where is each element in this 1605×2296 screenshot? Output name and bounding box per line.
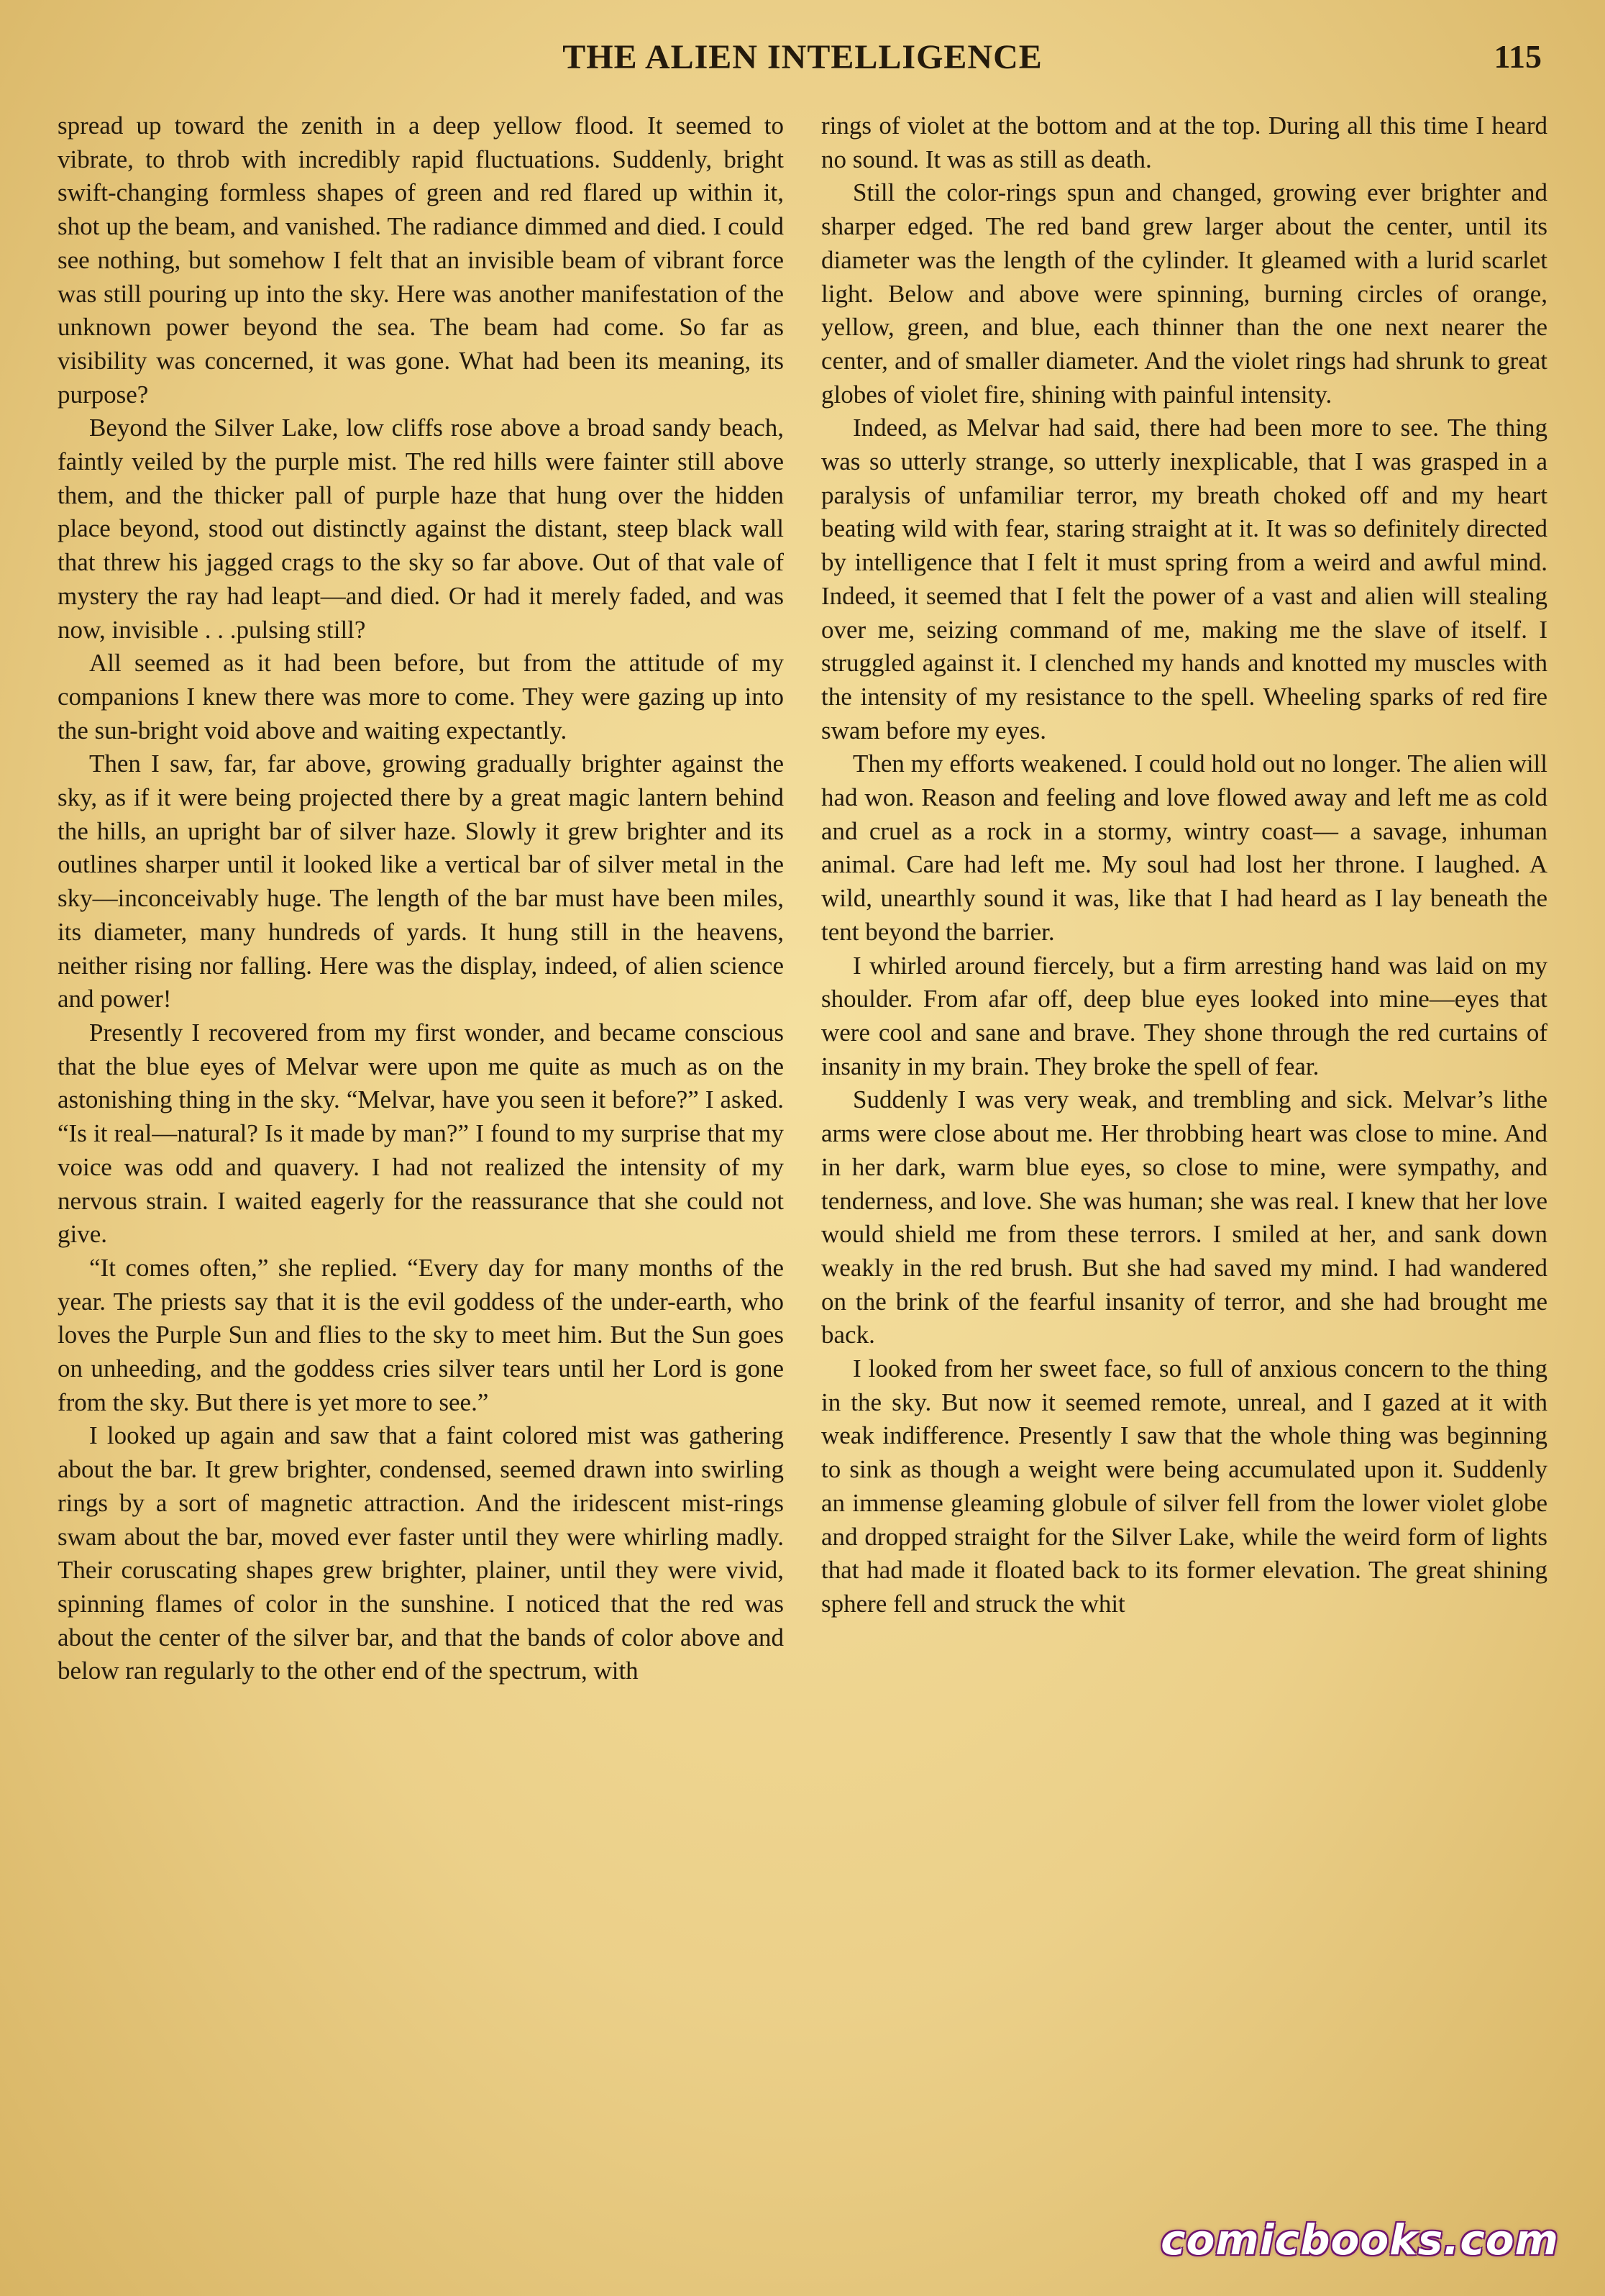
- paragraph: I looked from her sweet face, so full of anxious concern to the thing in the sky. But now it seemed remote, unreal, and I gazed at it with weak indifference. Presently I saw that the whole thing was beginning to sink as though a weight were being accumulated upon it. Suddenly an immense gleaming globule of silver fell from the lower violet globe and dropped straight for the Silver Lake, while the weird form of lights that had made it floated back to its former elevation. The great shining sphere fell and struck the whit: [821, 1354, 1547, 1618]
- right-column: [821, 109, 1547, 2231]
- paragraph: Suddenly I was very weak, and trembling and sick. Melvar’s lithe arms were close about me. Her throbbing heart was close to mine. And in her dark, warm blue eyes, so close to mine, were sympathy, and tenderness, and love. She was human; she was real. I knew that her love would shield me from these terrors. I smiled at her, and sank down weakly in the red brush. But she had saved my mind. I had wandered on the brink of the fearful insanity of terror, and she had brought me back.: [821, 1085, 1547, 1349]
- text-columns: [58, 109, 1547, 2231]
- paragraph: I looked up again and saw that a faint colored mist was gathering about the bar. It grew brighter, condensed, seemed drawn into swirling rings by a sort of magnetic attraction. And the iridescent mist-rings swam about the bar, moved ever faster until they were whirling madly. Their coruscating shapes grew brighter, plainer, until they were vivid, spinning flames of color in the sunshine. I noticed that the red was about the center of the silver bar, and that the bands of color above and below ran regularly to the other end of the spectrum, with: [58, 1421, 784, 1685]
- watermark-logo: comicbooks.com: [1161, 2215, 1559, 2264]
- paragraph: Then my efforts weakened. I could hold out no longer. The alien will had won. Reason and feeling and love flowed away and left me as cold and cruel as a rock in a stormy, wintry coast— a savage, inhuman animal. Care had left me. My soul had lost her throne. I laughed. A wild, unearthly sound it was, like that I had heard as I lay beneath the tent beyond the barrier.: [821, 750, 1547, 946]
- paragraph: I whirled around fiercely, but a firm arresting hand was laid on my shoulder. From afar off, deep blue eyes looked into mine—eyes that were cool and sane and brave. They shone through the red curtains of insanity in my brain. They broke the spell of fear.: [821, 951, 1547, 1080]
- paragraph: rings of violet at the bottom and at the top. During all this time I heard no sound. It was as still as death.: [821, 111, 1547, 173]
- paragraph: Still the color-rings spun and changed, growing ever brighter and sharper edged. The red band grew larger about the center, until its diameter was the length of the cylinder. It gleamed with a lurid scarlet light. Below and above were spinning, burning circles of orange, yellow, green, and blue, each thinner than the one next nearer the center, and of smaller diameter. And the violet rings had shrunk to great globes of violet fire, shining with painful intensity.: [821, 178, 1547, 409]
- paragraph: Beyond the Silver Lake, low cliffs rose above a broad sandy beach, faintly veiled by the purple mist. The red hills were fainter still above them, and the thicker pall of purple haze that hung over the hidden place beyond, stood out distinctly against the distant, steep black wall that threw his jagged crags to the sky so far above. Out of that vale of mystery the ray had leapt—and died. Or had it merely faded, and was now, invisible . . .pulsing still?: [58, 414, 784, 644]
- paragraph: Indeed, as Melvar had said, there had been more to see. The thing was so utterly strange, so utterly inexplicable, that I was grasped in a paralysis of unfamiliar terror, my breath choked off and my heart beating wild with fear, staring straight at it. It was so definitely directed by intelligence that I felt it must spring from a weird and awful mind. Indeed, it seemed that I felt the power of a vast and alien will stealing over me, seizing command of me, making me the slave of itself. I struggled against it. I clenched my hands and knotted my muscles with the intensity of my resistance to the spell. Wheeling sparks of red fire swam before my eyes.: [821, 414, 1547, 744]
- page-number: 115: [1494, 38, 1542, 75]
- paragraph: Presently I recovered from my first wonder, and became conscious that the blue eyes of Melvar were upon me quite as much as on the astonishing thing in the sky. “Melvar, have you seen it before?” I asked. “Is it real—natural? Is it made by man?” I found to my surprise that my voice was odd and quavery. I had not realized the intensity of my nervous strain. I waited eagerly for the reassurance that she could not give.: [58, 1018, 784, 1249]
- left-column: [58, 109, 784, 2231]
- paragraph: All seemed as it had been before, but from the attitude of my companions I knew there was more to come. They were gazing up into the sun-bright void above and waiting expectantly.: [58, 649, 784, 744]
- paragraph: Then I saw, far, far above, growing gradually brighter against the sky, as if it were being projected there by a great magic lantern behind the hills, an upright bar of silver haze. Slowly it grew brighter and its outlines sharper until it looked like a vertical bar of silver metal in the sky—inconceivably huge. The length of the bar must have been miles, its diameter, many hundreds of yards. It hung still in the heavens, neither rising nor falling. Here was the display, indeed, of alien science and power!: [58, 750, 784, 1013]
- paragraph: “It comes often,” she replied. “Every day for many months of the year. The priests say that it is the evil goddess of the under-earth, who loves the Purple Sun and flies to the sky to meet him. But the Sun goes on unheeding, and the goddess cries silver tears until her Lord is gone from the sky. But there is yet more to see.”: [58, 1253, 784, 1416]
- paragraph: spread up toward the zenith in a deep yellow flood. It seemed to vibrate, to throb with incredibly rapid fluctuations. Suddenly, bright swift-changing formless shapes of green and red flared up within it, shot up the beam, and vanished. The radiance dimmed and died. I could see nothing, but somehow I felt that an invisible beam of vibrant force was still pouring up into the sky. Here was another manifestation of the unknown power beyond the sea. The beam had come. So far as visibility was concerned, it was gone. What had been its meaning, its purpose?: [58, 111, 784, 409]
- page-title: THE ALIEN INTELLIGENCE: [562, 38, 1043, 76]
- running-header: [0, 33, 1605, 83]
